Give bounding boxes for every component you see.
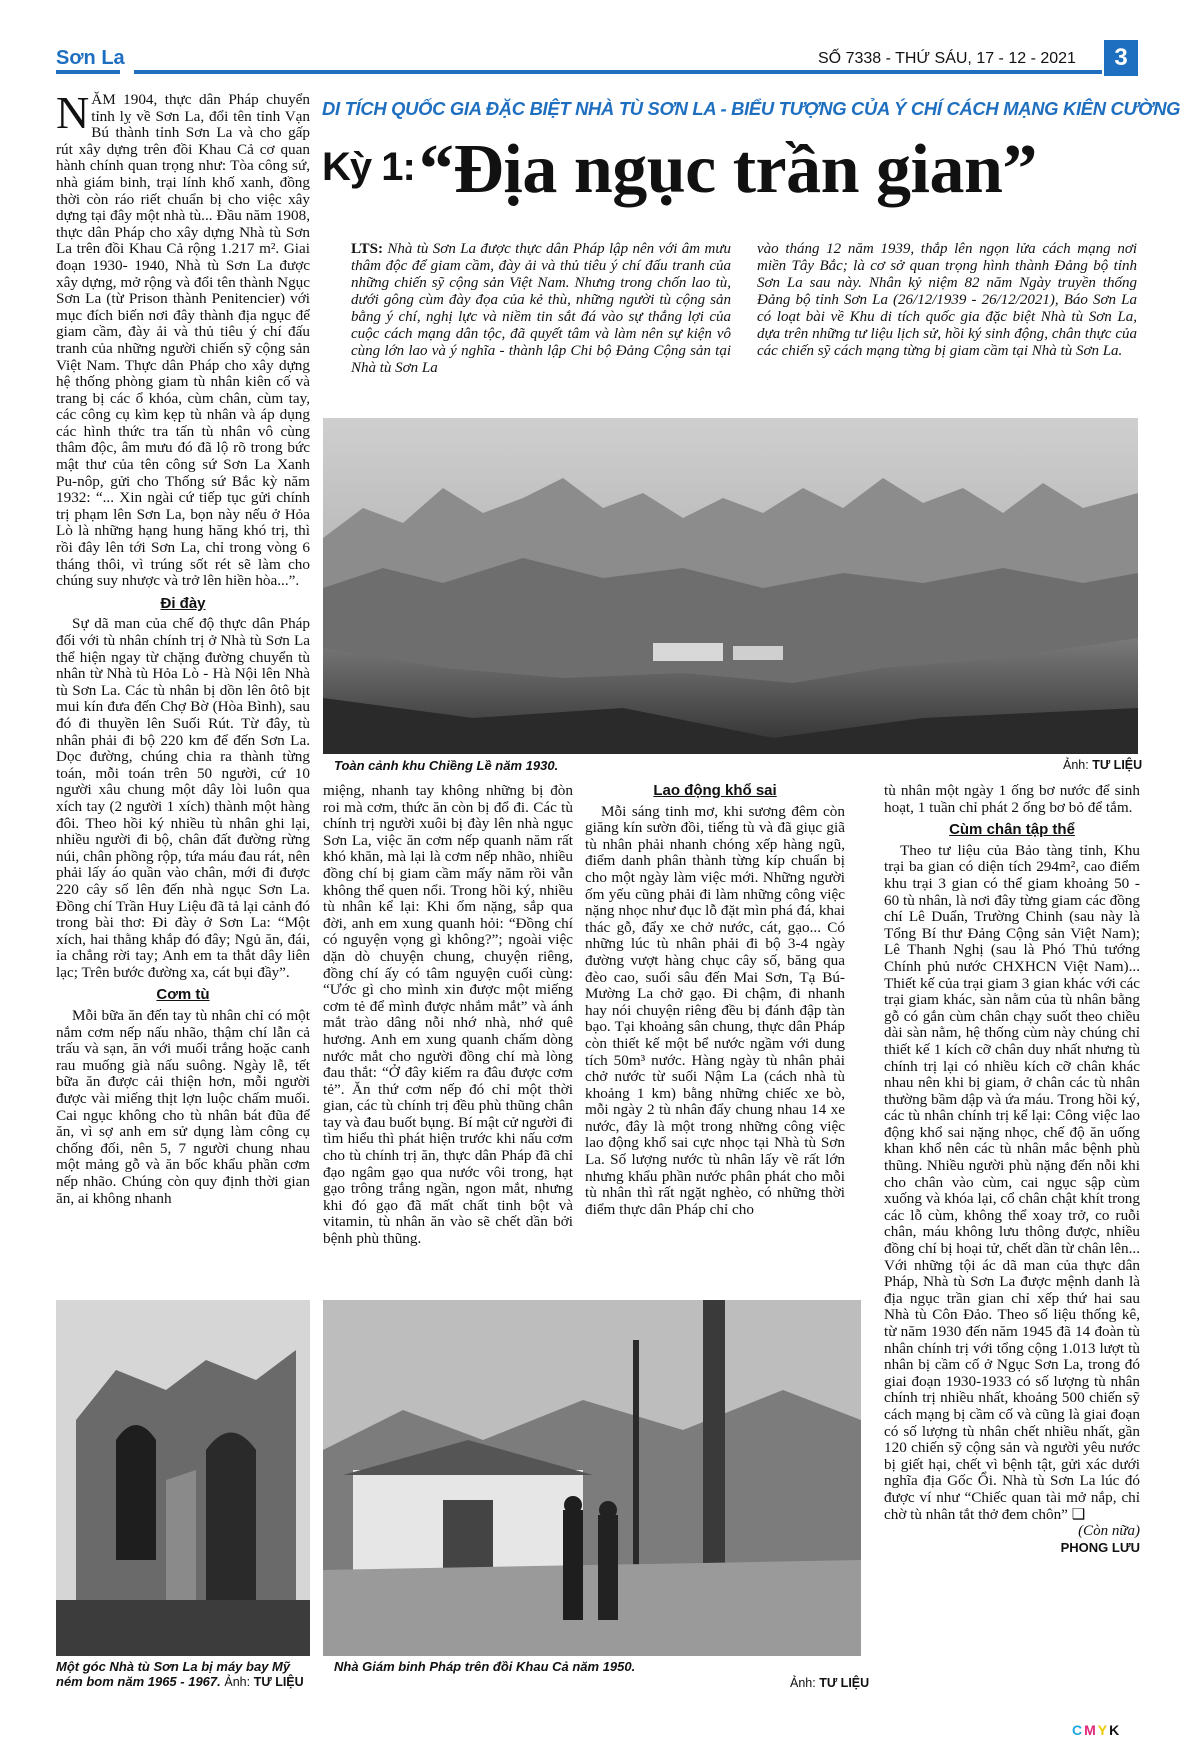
col1-intro: ĂM 1904, thực dân Pháp chuyển tỉnh lỵ về Sơn La, đổi tên tỉnh Vạn Bú thành tỉnh Sơn La và cho gấp rút xây dựng trên đồi Khau Cả cơ quan hành chính quan trọng như: Tòa công sứ, nhà giám binh, trại lính khố xanh, đồng thời còn ráo riết chuẩn bị cho việc xây dựng tại đây một nhà tù... Đầu năm 1908, thực dân Pháp cho xây dựng Nhà tù Sơn La trên đồi Khau Cả rộng 1.217 m². Giai đoạn 1930- 1940, Nhà tù Sơn La được xây dựng, mở rộng và đổi tên thành Ngục Sơn La (từ Prison thành Penitencier) với mục đích biến nơi đây thành địa ngục để giam cầm, đày ải và thủ tiêu ý chí đấu tranh của những người chiến sỹ cộng sản Việt Nam. Thực dân Pháp cho xây dựng hệ thống phòng giam tù nhân kiên cố và trang bị các ổ khóa, cùm chân, cùm tay, các công cụ kìm kẹp tù nhân và áp dụng các hình thức tra tấn tù nhân vô cùng thâm độc, âm mưu đó đã lộ rõ trong bức mật thư của tên công sứ Sơn La Xanh Pu-nôp, gửi cho Thống sứ Bắc kỳ năm 1932: “... Xin ngài cứ tiếp tục gửi chính trị phạm lên Sơn La, bọn này nếu ở Hỏa Lò là những hạng hung hăng khó trị, thì rồi đây lên tới Sơn La, chỉ trong vòng 6 tháng thôi, vì trúng sốt rét sẽ làm cho chúng suy nhược và trở lên hiền hòa...”.	[56, 91, 310, 590]
col2-text: miệng, nhanh tay không những bị đòn roi mà cơm, thức ăn còn bị đổ đi. Các tù chính trị người xuôi bị đày lên nhà ngục Sơn La, việc ăn cơm nếp quanh năm rất khó khăn, mà lại là cơm nếp nhão, nhiều đồng chí bị giam cầm mấy năm rồi vẫn không thể quen nổi. Trong hồi ký, nhiều tù nhân kể lại: Khi ốm nặng, sắp qua đời, anh em xung quanh hỏi: “Đồng chí có nguyện vọng gì không?”; ngoài việc dặn dò chuyện chung, chuyện riêng, đồng chí ấy có tâm nguyện cuối cùng: “Ước gì cho mình xin được một miếng cơm tẻ để mình được nhắm mắt” và ánh mắt trào dâng nỗi nhớ nhà, nhớ quê hương. Anh em xung quanh chấm dòng nước mắt cho người đồng chí mà lòng đau thắt: “Ở đây kiếm ra đâu được cơm tẻ”. Ăn thứ cơm nếp đó chỉ một thời gian, các tù chính trị đều phù thũng chân tay và đau buốt bụng. Bí mật cử người đi tìm hiểu thì phát hiện trước khi nấu cơm cho tù chính trị ăn, thực dân Pháp đã chỉ đạo ngâm gạo qua nước vôi trong, hạt gạo trông trắng ngần, ngon mắt, nhưng khi đó gạo đã mất chất tinh bột và vitamin, tù nhân ăn vào sẽ chết dần bởi bệnh phù thũng.	[323, 782, 573, 1248]
end-mark: ❑	[1071, 1505, 1086, 1523]
issue-line: SỐ 7338 - THỨ SÁU, 17 - 12 - 2021	[818, 50, 1076, 67]
column-2	[323, 783, 573, 1248]
section-title: Sơn La	[56, 47, 125, 69]
editor-note-label: LTS:	[351, 241, 383, 257]
col1-com-tu: Mỗi bữa ăn đến tay tù nhân chỉ có một nắm cơm nếp nấu nhão, thậm chí lẫn cả trấu và sạn, ăn với muối trắng hoặc canh rau muống già nấu suông. Ngày lễ, tết bữa ăn được cải thiện hơn, mỗi người được vài miếng thịt lợn luộc chấm muối. Cai ngục không cho tù nhân bát đũa để ăn, vì sợ anh em sử dụng làm công cụ chống đối, nên 5, 7 người chung nhau một mảng gỗ và ăn bốc khẩu phần cơm nếp nhão. Chúng còn quy định thời gian ăn, ai không nhanh	[56, 1007, 310, 1207]
col4-intro: tù nhân một ngày 1 ống bơ nước để sinh hoạt, 1 tuần chỉ phát 2 ống bơ bỏ để tắm.	[884, 782, 1140, 816]
ruin-photo	[56, 1300, 310, 1656]
editor-note-right: vào tháng 12 năm 1939, thắp lên ngọn lửa cách mạng nơi miền Tây Bắc; là cơ sở quan trọng hình thành Đảng bộ tỉnh Sơn La sau này. Nhân kỷ niệm 82 năm Ngày truyền thống Đảng bộ tỉnh Sơn La (26/12/1939 - 26/12/2021), Báo Sơn La có loạt bài về Khu di tích quốc gia đặc biệt Nhà tù Sơn La, dựa trên những tư liệu lịch sử, hồi ký sinh động, chân thực của các chiến sỹ cách mạng từng bị giam cầm tại Nhà tù Sơn La.	[757, 241, 1137, 359]
column-1	[56, 87, 310, 1207]
cmyk-c: C	[1072, 1722, 1085, 1738]
main-credit-label: Ảnh:	[1063, 758, 1089, 772]
cmyk-m: M	[1084, 1722, 1098, 1738]
gate-photo-credit	[790, 1676, 869, 1690]
column-3	[585, 783, 845, 1218]
main-photo-caption: Toàn cảnh khu Chiềng Lề năm 1930.	[334, 758, 559, 773]
cmyk-y: Y	[1097, 1722, 1110, 1738]
col4-text	[884, 843, 1140, 1523]
cmyk-marks	[1072, 1722, 1121, 1738]
title-text: “Địa ngục trần gian”	[418, 131, 1037, 208]
ruin-credit-source: TƯ LIỆU	[253, 1675, 304, 1689]
gate-photo	[323, 1300, 861, 1656]
col1-di-day: Sự dã man của chế độ thực dân Pháp đối với tù nhân chính trị ở Nhà tù Sơn La thể hiện ngay từ chặng đường chuyển tù nhân từ Nhà tù Hỏa Lò - Hà Nội lên Nhà tù Sơn La. Các tù nhân bị dồn lên ôtô bịt mui kín đưa đến Chợ Bờ (Hòa Bình), sau đó đi thuyền lên Suối Rút. Từ đây, tù nhân phải đi bộ 220 km để đến Sơn La. Dọc đường, chúng chia ra thành từng toán, mỗi toán trên 50 người, cứ 10 người xâu chung một dây lòi luôn qua xích tay (2 người 1 xích) thành một hàng đôi. Theo hồi ký nhiều tù nhân ghi lại, nhiều người đi bộ, chân đất đường rừng núi, chân phồng rộp, tứa máu đau rát, nên phải lấy áo quần vào chân, mới đi được 220 cây số lên đến nhà ngục Sơn La. Đồng chí Trần Huy Liệu đã tả lại cảnh đó trong bài thơ: Đi đày ở Sơn La: “Một xích, hai thằng khắp đó đây; Ngủ ăn, đái, ỉa chẳng rời tay; Anh em ta thắt dây liên lạc; Trên bước đường xa, cát bụi đầy”.	[56, 615, 310, 981]
header-rule	[134, 70, 1102, 74]
author: PHONG LƯU	[1060, 1539, 1140, 1555]
ruin-photo-image	[56, 1300, 310, 1656]
subheading-di-day: Đi đày	[160, 594, 206, 612]
dropcap: N	[56, 87, 90, 138]
main-photo-credit	[1063, 758, 1142, 772]
main-credit-source: TƯ LIỆU	[1092, 758, 1143, 772]
to-be-continued: (Còn nữa)	[1078, 1523, 1140, 1540]
landscape-photo	[323, 418, 1138, 754]
subheading-com-tu: Cơm tù	[156, 986, 210, 1004]
col3-text: Mỗi sáng tinh mơ, khi sương đêm còn giăng kín sườn đồi, tiếng tù và đã giục giã tù nhân phải nhanh chóng xếp hàng ngũ, điểm danh phân thành từng kíp chuẩn bị cho một ngày làm việc mới. Những người ốm yếu cũng phải đi làm những công việc nặng nhọc như đục lỗ đặt mìn phá đá, khai thác gỗ, đẩy xe chở nước, cát, gạo... Có những lúc tù nhân phải đi bộ 3-4 ngày đường vượt hàng chục cây số, băng qua đèo cao, suối sâu đến Mai Sơn, Tạ Bú- Mường La chở gạo. Đi chậm, đi nhanh hay nói chuyện riêng đều bị đánh đập tàn bạo. Tại khoảng sân chung, thực dân Pháp còn thiết kế một bể nước ngầm với dung tích 50m³ nước. Hàng ngày tù nhân phải chở nước từ suối Nậm La (cách nhà tù khoảng 1 km) bằng những chiếc xe bò, mỗi ngày 2 tù nhân đẩy chung nhau 14 xe nước, đây là một trong những công việc lao động khổ sai cực nhọc tại Nhà tù Sơn La. Số lượng nước tù nhân lấy về rất lớn nhưng khẩu phần nước phân phát cho mỗi tù nhân thì rất ngặt nghèo, có những thời điểm thực dân Pháp chỉ cho	[585, 802, 845, 1218]
article-kicker: DI TÍCH QUỐC GIA ĐẶC BIỆT NHÀ TÙ SƠN LA - BIỂU TƯỢNG CỦA Ý CHÍ CÁCH MẠNG KIÊN CƯỜNG	[322, 98, 1181, 119]
subheading-cum-chan: Cùm chân tập thể	[949, 821, 1075, 839]
col4-body: Theo tư liệu của Bảo tàng tỉnh, Khu trại ba gian có diện tích 294m², cao điểm khu trại 3 gian có thể giam khoảng 50 - 60 tù nhân, là nơi đây từng giam các đồng chí Lê Duẩn, Trường Chinh (sau này là Tổng Bí thư Đảng Cộng sản Việt Nam); Lê Thanh Nghị (sau là Phó Thủ tướng Chính phủ nước CHXHCN Việt Nam)... Thiết kế của trại giam 3 gian khác với các trại giam khác, sàn nằm của tù nhân bằng gỗ có gắn cùm chân chạy suốt theo chiều dài sàn nằm, hệ thống cùm này chúng chỉ thiết kế 1 kích cỡ chân duy nhất nhưng tù chính trị lại có nhiều kích cỡ chân khác nhau nên khi bị giam, ở chân các tù nhân thường bầm dập và ứa máu. Trong hồi ký, các tù nhân chính trị kể lại: Công việc lao động khổ sai nặng nhọc, chế độ ăn uống khan khổ nên các tù nhân mắc bệnh phù thũng. Nhiều người phù nặng đến nỗi khi cho chân vào cùm, cai ngục sập cùm xuống và khóa lại, cổ chân chật khít trong các lỗ cùm, không thể xoay trở, co ruỗi chân, máu không lưu thông được, nhiều đồng chí bị hoại tử, chết dần từ chân lên... Với những tội ác dã man của thực dân Pháp, Nhà tù Sơn La được mệnh danh là địa ngục trần gian chỉ xếp thứ hai sau Nhà tù Côn Đảo. Theo số liệu thống kê, từ năm 1930 đến năm 1945 đã 14 đoàn tù nhân chính trị với tổng cộng 1.013 lượt tù nhân bị cầm cố ở Ngục Sơn La, trong đó giai đoạn 1930-1933 có số lượng tù nhân chính trị nhiều nhất, khoảng 500 chiến sỹ cách mạng bị cầm cố và cũng là giai đoạn có số lượng tù nhân chết nhiều nhất, gần 120 chiến sỹ cộng sản và người yêu nước bị giết hại, chết vì bệnh tật, gửi xác dưới nghĩa địa Gốc Ổi. Nhà tù Sơn La lúc đó được ví như “Chiếc quan tài mở nắp, chỉ chờ tù nhân tắt thở đem chôn”	[884, 841, 1140, 1523]
ruin-photo-caption	[56, 1659, 310, 1690]
header-rule-left	[56, 70, 120, 74]
editor-note-part1: Nhà tù Sơn La được thực dân Pháp lập nên với âm mưu thâm độc để giam cầm, đày ải và thủ tiêu ý chí đấu tranh của những chiến sỹ cộng sản Việt Nam. Nhưng trong chốn lao tù, dưới gông cùm đày đọa của kẻ thù, những người tù cộng sản bằng ý chí, nghị lực và niềm tin sắt đá vào sự thắng lợi của cuộc cách mạng dân tộc, đã quyết tâm và làm nên sự kiện vô cùng lớn lao và ý nghĩa - thành lập Chi bộ Đảng Cộng sản tại Nhà tù Sơn La	[351, 241, 731, 376]
title-prefix: Kỳ 1:	[322, 145, 415, 189]
article-title	[322, 130, 1142, 210]
column-4	[884, 783, 1140, 1556]
editor-note-left	[351, 241, 731, 377]
cmyk-k: K	[1109, 1722, 1122, 1738]
ruin-credit-label: Ảnh:	[224, 1675, 251, 1689]
gate-photo-image	[323, 1300, 861, 1656]
subheading-lao-dong: Lao động khổ sai	[653, 782, 777, 799]
ruin-caption-text: Một góc Nhà tù Sơn La bị máy bay Mỹ ném bom năm 1965 - 1967.	[56, 1659, 291, 1689]
gate-credit-label: Ảnh:	[790, 1676, 816, 1690]
page-number: 3	[1104, 40, 1138, 76]
main-photo-chieng-le	[323, 418, 1138, 754]
gate-credit-source: TƯ LIỆU	[819, 1676, 870, 1690]
gate-photo-caption: Nhà Giám binh Pháp trên đồi Khau Cả năm 1950.	[334, 1659, 636, 1674]
